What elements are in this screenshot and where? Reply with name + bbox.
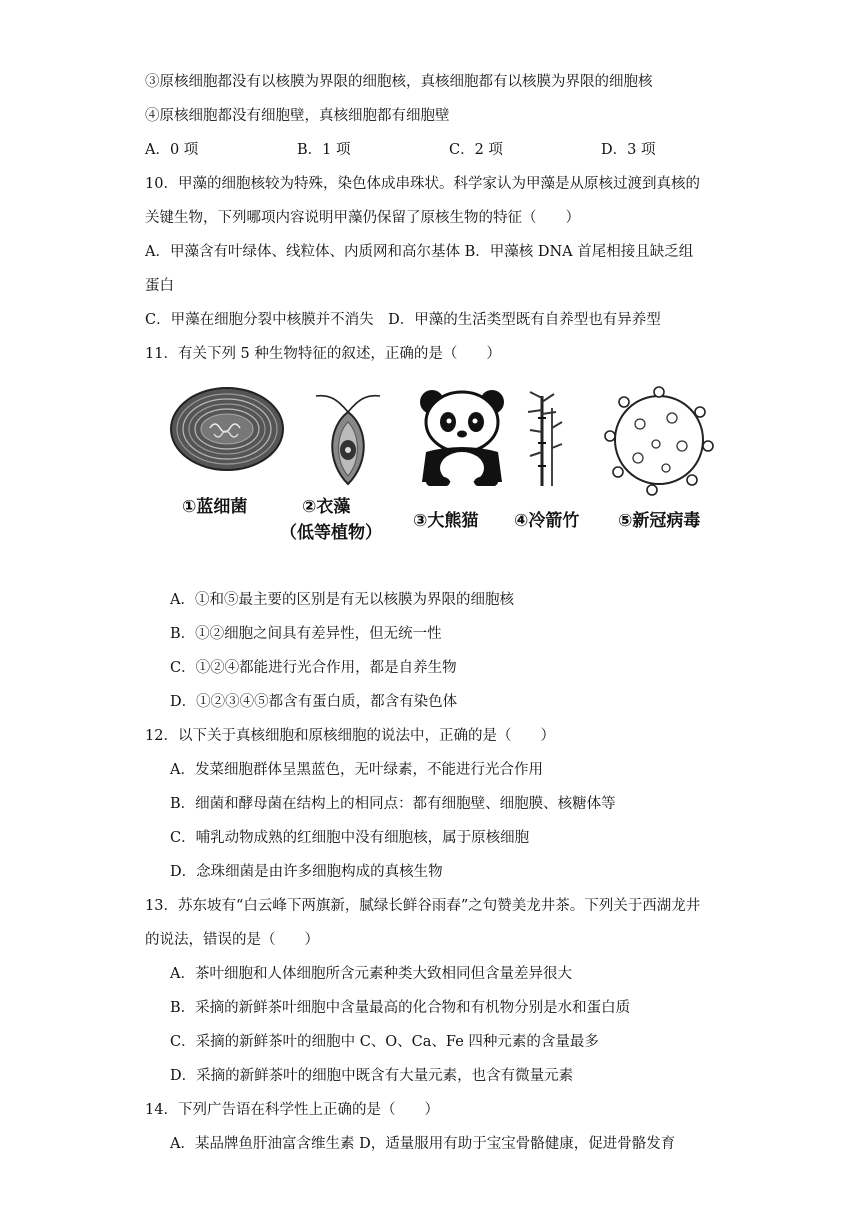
- caption-lower-plant: （低等植物）: [280, 523, 382, 543]
- q9-option-a: A．0 项: [145, 142, 199, 158]
- q10-options-ab: A．甲藻含有叶绿体、线粒体、内质网和高尔基体 B．甲藻核 DNA 首尾相接且缺乏组: [145, 244, 694, 260]
- caption-panda: ③大熊猫: [413, 511, 479, 531]
- statement-3: ③原核细胞都没有以核膜为界限的细胞核，真核细胞都有以核膜为界限的细胞核: [145, 74, 653, 90]
- organism-figure: [168, 382, 728, 547]
- q13-option-d: D．采摘的新鲜茶叶的细胞中既含有大量元素，也含有微量元素: [170, 1068, 574, 1084]
- q12-option-a: A．发菜细胞群体呈黑蓝色，无叶绿素，不能进行光合作用: [170, 762, 543, 778]
- q10-stem-line2: 关键生物，下列哪项内容说明甲藻仍保留了原核生物的特征（ ）: [145, 210, 580, 226]
- q9-option-c: C．2 项: [449, 142, 503, 158]
- q11-option-b: B．①②细胞之间具有差异性，但无统一性: [170, 626, 442, 642]
- panda-illustration: [412, 386, 512, 490]
- chlamydomonas-illustration: [308, 382, 388, 494]
- q10-option-b-continued: 蛋白: [145, 278, 174, 294]
- q13-option-c: C．采摘的新鲜茶叶的细胞中 C、O、Ca、Fe 四种元素的含量最多: [170, 1034, 599, 1050]
- bamboo-illustration: [526, 388, 566, 492]
- statement-4: ④原核细胞都没有细胞壁，真核细胞都有细胞壁: [145, 108, 450, 124]
- q12-option-c: C．哺乳动物成熟的红细胞中没有细胞核，属于原核细胞: [170, 830, 530, 846]
- caption-coronavirus: ⑤新冠病毒: [618, 511, 701, 531]
- q14-stem: 14．下列广告语在科学性上正确的是（ ）: [145, 1102, 439, 1118]
- caption-cyanobacteria: ①蓝细菌: [182, 497, 248, 517]
- q12-stem: 12．以下关于真核细胞和原核细胞的说法中，正确的是（ ）: [145, 728, 555, 744]
- caption-chlamydomonas: ②衣藻: [302, 497, 351, 517]
- q12-option-b: B．细菌和酵母菌在结构上的相同点：都有细胞壁、细胞膜、核糖体等: [170, 796, 616, 812]
- cyanobacteria-illustration: [168, 384, 286, 478]
- q12-option-d: D．念珠细菌是由许多细胞构成的真核生物: [170, 864, 443, 880]
- q10-stem-line1: 10．甲藻的细胞核较为特殊，染色体成串珠状。科学家认为甲藻是从原核过渡到真核的: [145, 176, 700, 192]
- q13-option-a: A．茶叶细胞和人体细胞所含元素种类大致相同但含量差异很大: [170, 966, 572, 982]
- q11-option-c: C．①②④都能进行光合作用，都是自养生物: [170, 660, 457, 676]
- q13-option-b: B．采摘的新鲜茶叶细胞中含量最高的化合物和有机物分别是水和蛋白质: [170, 1000, 631, 1016]
- caption-bamboo: ④冷箭竹: [514, 511, 580, 531]
- q11-stem: 11．有关下列 5 种生物特征的叙述，正确的是（ ）: [145, 346, 501, 362]
- q10-options-cd: C．甲藻在细胞分裂中核膜并不消失 D．甲藻的生活类型既有自养型也有异养型: [145, 312, 661, 328]
- coronavirus-illustration: [600, 384, 718, 500]
- q9-option-b: B．1 项: [297, 142, 351, 158]
- q9-options: [145, 140, 753, 160]
- q11-option-a: A．①和⑤最主要的区别是有无以核膜为界限的细胞核: [170, 592, 514, 608]
- q13-stem-line1: 13．苏东坡有“白云峰下两旗新，腻绿长鲜谷雨春”之句赞美龙井茶。下列关于西湖龙井: [145, 898, 701, 914]
- q13-stem-line2: 的说法，错误的是（ ）: [145, 932, 319, 948]
- q14-option-a: A．某品牌鱼肝油富含维生素 D，适量服用有助于宝宝骨骼健康，促进骨骼发育: [170, 1136, 676, 1152]
- q9-option-d: D．3 项: [601, 142, 656, 158]
- q11-option-d: D．①②③④⑤都含有蛋白质，都含有染色体: [170, 694, 458, 710]
